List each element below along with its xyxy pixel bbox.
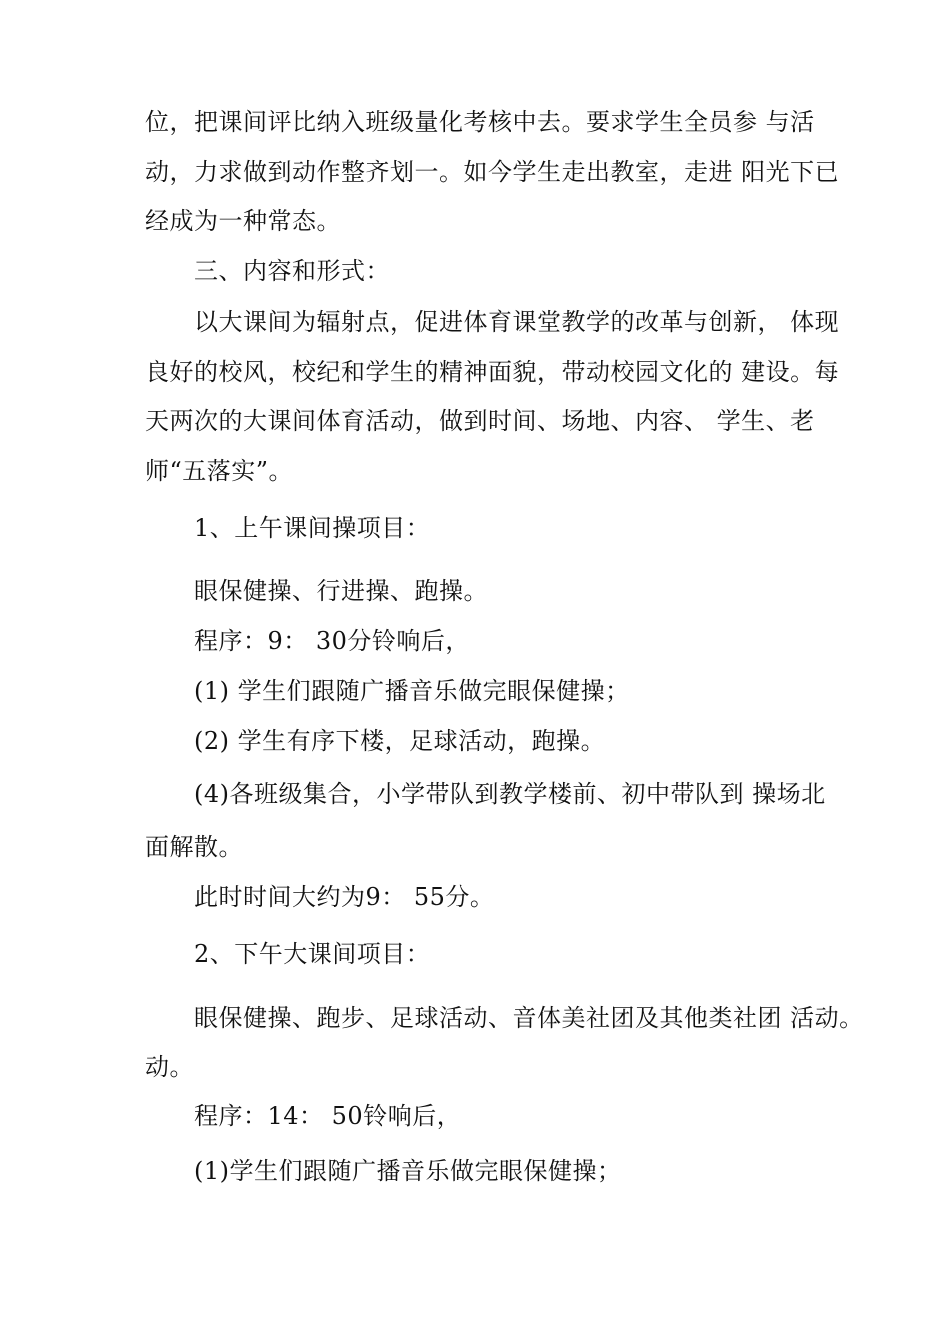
list-item: (4)各班级集合，小学带队到教学楼前、初中带队到 操场北 xyxy=(194,780,826,808)
paragraph-line: 程序：14： 50铃响后， xyxy=(194,1102,462,1130)
paragraph-line: 以大课间为辐射点，促进体育课堂教学的改革与创新， 体现 xyxy=(194,308,840,336)
paragraph-line: 良好的校风，校纪和学生的精神面貌，带动校园文化的 建设。每 xyxy=(145,358,840,386)
section-heading: 三、内容和形式： xyxy=(194,257,390,285)
paragraph-line: 位，把课间评比纳入班级量化考核中去。要求学生全员参 与活 xyxy=(145,108,815,136)
paragraph-line: 此时时间大约为9： 55分。 xyxy=(194,883,495,911)
paragraph-line: 程序：9： 30分铃响后， xyxy=(194,627,470,655)
paragraph-line: 师“五落实”。 xyxy=(145,457,294,485)
list-item: (2) 学生有序下楼，足球活动，跑操。 xyxy=(194,727,606,755)
subsection-heading: 1、上午课间操项目： xyxy=(194,514,431,542)
subsection-heading: 2、下午大课间项目： xyxy=(194,940,431,968)
paragraph-line: 眼保健操、跑步、足球活动、音体美社团及其他类社团 活动。 xyxy=(194,1004,864,1032)
paragraph-line: 面解散。 xyxy=(145,833,243,861)
paragraph-line: 天两次的大课间体育活动，做到时间、场地、内容、 学生、老 xyxy=(145,407,815,435)
list-item: (1)学生们跟随广播音乐做完眼保健操； xyxy=(194,1157,622,1185)
paragraph-line: 经成为一种常态。 xyxy=(145,207,341,235)
list-item: (1) 学生们跟随广播音乐做完眼保健操； xyxy=(194,677,630,705)
paragraph-line: 动。 xyxy=(145,1053,194,1081)
paragraph-line: 眼保健操、行进操、跑操。 xyxy=(194,577,488,605)
paragraph-line: 动，力求做到动作整齐划一。如今学生走出教室，走进 阳光下已 xyxy=(145,158,840,186)
